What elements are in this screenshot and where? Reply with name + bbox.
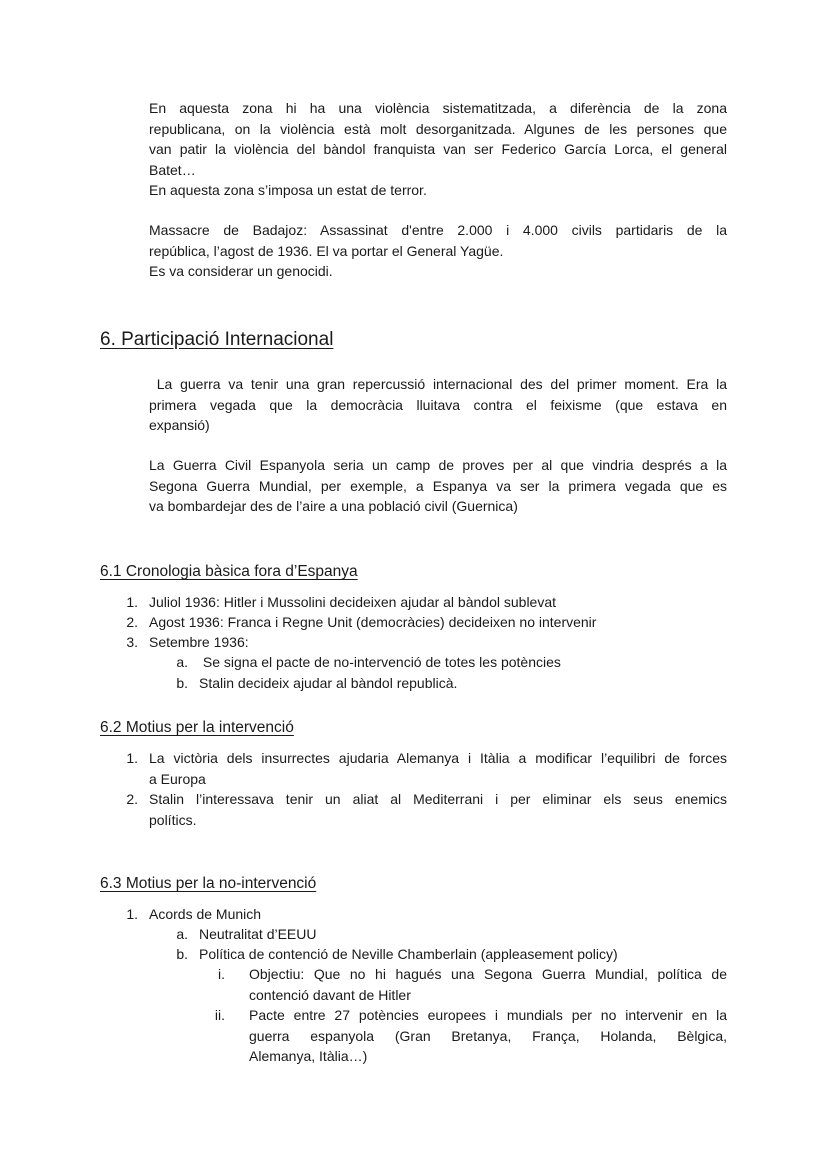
list-marker: i. [218,966,225,982]
list-item-text: Acords de Munich [149,906,262,922]
text-line: La Guerra Civil Espanyola seria un camp de proves per al que vindria després a la [149,457,727,473]
text-line: republicana, on la violència està molt desorganitzada. Algunes de les persones que [149,120,727,137]
text-line: Batet… [149,161,196,178]
list-marker: 1. [126,594,138,610]
list-marker: 2. [126,614,138,630]
list-marker: 1. [126,906,138,922]
text-line: En aquesta zona s’imposa un estat de terror. [149,182,427,198]
list-marker: b. [176,946,188,962]
text-line: Es va considerar un genocidi. [149,263,333,279]
text-line: Massacre de Badajoz: Assassinat d'entre 2.000 i 4.000 civils partidaris de la [149,222,727,238]
text-line: va bombardejar des de l’aire a una població civil (Guernica) [149,498,518,514]
text-line: expansió) [149,417,210,433]
list-item-text [249,1005,727,1067]
section-6-3-heading: 6.3 Motius per la no-intervenció [100,875,317,892]
list-marker: b. [176,675,188,691]
list-item-text: Política de contenció de Neville Chamberlain (appleasement policy) [199,946,618,962]
text-line: primera vegada que la democràcia lluitava contra el feixisme (que estava en [149,396,727,413]
text-line: van patir la violència del bàndol franquista van ser Federico García Lorca, el general [149,141,727,157]
list-item-text: Neutralitat d’EEUU [199,926,317,942]
list-item-text [249,964,727,1005]
list-item-text: Stalin decideix ajudar al bàndol republicà. [199,675,458,691]
list-marker: 2. [126,791,138,807]
text-line: a Europa [149,770,206,787]
list-marker: 1. [126,750,138,766]
list-marker: ii. [214,1007,225,1023]
list-item-text: Setembre 1936: [149,634,249,650]
text-line: La victòria dels insurrectes ajudaria Alemanya i Itàlia a modificar l’equilibri de forces [149,750,727,766]
section-6-1-heading: 6.1 Cronologia bàsica fora d’Espanya [100,563,358,580]
text-line: Alemanya, Itàlia…) [249,1048,368,1064]
list-marker: a. [176,926,188,942]
text-line: república, l’agost de 1936. El va portar el General Yagüe. [149,242,504,259]
text-line: La guerra va tenir una gran repercussió internacional des del primer moment. Era la [149,376,727,392]
list-item-text [149,748,727,789]
text-line: Objectiu: Que no hi hagués una Segona Guerra Mundial, política de [249,966,727,982]
section-6-paragraph-1 [149,374,727,436]
list-item-text: Se signa el pacte de no-intervenció de totes les potències [199,654,561,670]
text-line: Segona Guerra Mundial, per exemple, a Espanya va ser la primera vegada que es [149,477,727,494]
list-marker: 3. [126,634,138,650]
intro-paragraph-1 [149,98,727,201]
list-marker: a. [176,654,188,670]
text-line: polítics. [149,811,197,828]
list-item-text: Juliol 1936: Hitler i Mussolini decideixen ajudar al bàndol sublevat [149,594,557,610]
text-line: contenció davant de Hitler [249,986,411,1003]
text-line: Pacte entre 27 potències europees i mundials per no intervenir en la [249,1007,727,1023]
text-line: guerra espanyola (Gran Bretanya, França, Holanda, Bèlgica, [249,1027,727,1044]
list-item-text: Agost 1936: Franca i Regne Unit (democràcies) decideixen no intervenir [149,614,597,630]
text-line: En aquesta zona hi ha una violència sistematitzada, a diferència de la zona [149,100,727,116]
list-item-text [149,789,727,830]
intro-paragraph-2 [149,220,727,282]
section-6-2-heading: 6.2 Motius per la intervenció [100,719,294,736]
text-line: Stalin l’interessava tenir un aliat al Mediterrani i per eliminar els seus enemics [149,791,727,807]
section-6-paragraph-2 [149,455,727,517]
section-6-heading: 6. Participació Internacional [100,329,334,350]
